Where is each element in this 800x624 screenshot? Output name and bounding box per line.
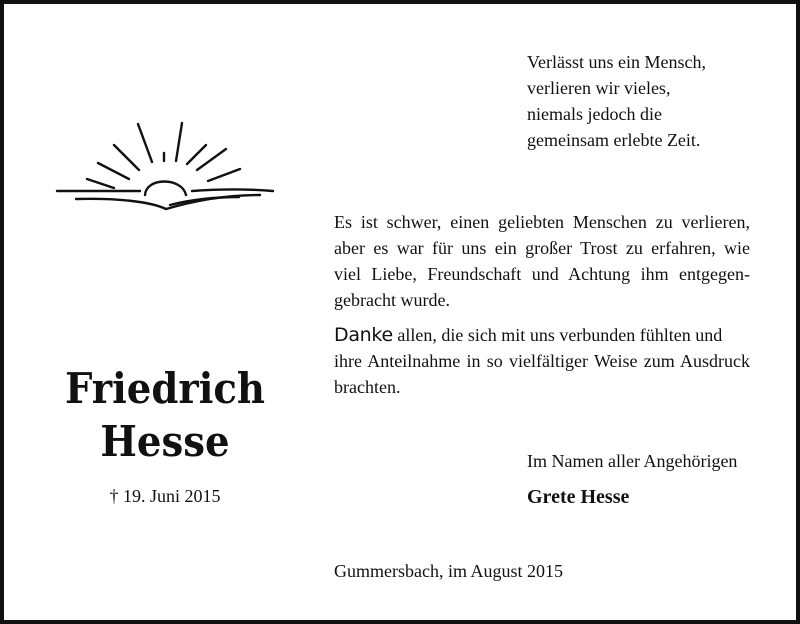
rising-sun-icon: [54, 119, 276, 219]
message-paragraph-2: [334, 322, 750, 400]
thanks-word: Danke: [334, 324, 393, 346]
poem-line: verlieren wir vieles,: [527, 78, 671, 98]
message-line: Es ist schwer, einen geliebten Menschen zu verlieren,: [334, 212, 750, 232]
on-behalf-text: Im Namen aller Angehörigen: [527, 451, 738, 471]
deceased-last-name: Hesse: [100, 417, 230, 466]
death-date: † 19. Juni 2015: [109, 486, 221, 506]
poem: [527, 49, 706, 153]
poem-line: Verlässt uns ein Mensch,: [527, 52, 706, 72]
poem-line: niemals jedoch die: [527, 104, 662, 124]
signer-name: Grete Hesse: [527, 486, 630, 508]
message-line: ihre Anteilnahme in so vielfältiger Weise zum Ausdruck: [334, 351, 750, 371]
deceased-first-name: Friedrich: [64, 364, 266, 413]
message-line-thanks: [334, 322, 750, 348]
thanks-line-rest: allen, die sich mit uns verbunden fühlten und: [392, 325, 723, 345]
message-line: gebracht wurde.: [334, 290, 450, 310]
message-line: viel Liebe, Freundschaft und Achtung ihm entgegen-: [334, 264, 750, 284]
message-line: aber es war für uns ein großer Trost zu erfahren, wie: [334, 238, 750, 258]
message-line: brachten.: [334, 377, 401, 397]
poem-line: gemeinsam erlebte Zeit.: [527, 130, 701, 150]
message-paragraph-1: [334, 209, 750, 313]
place-date: Gummersbach, im August 2015: [334, 561, 563, 581]
